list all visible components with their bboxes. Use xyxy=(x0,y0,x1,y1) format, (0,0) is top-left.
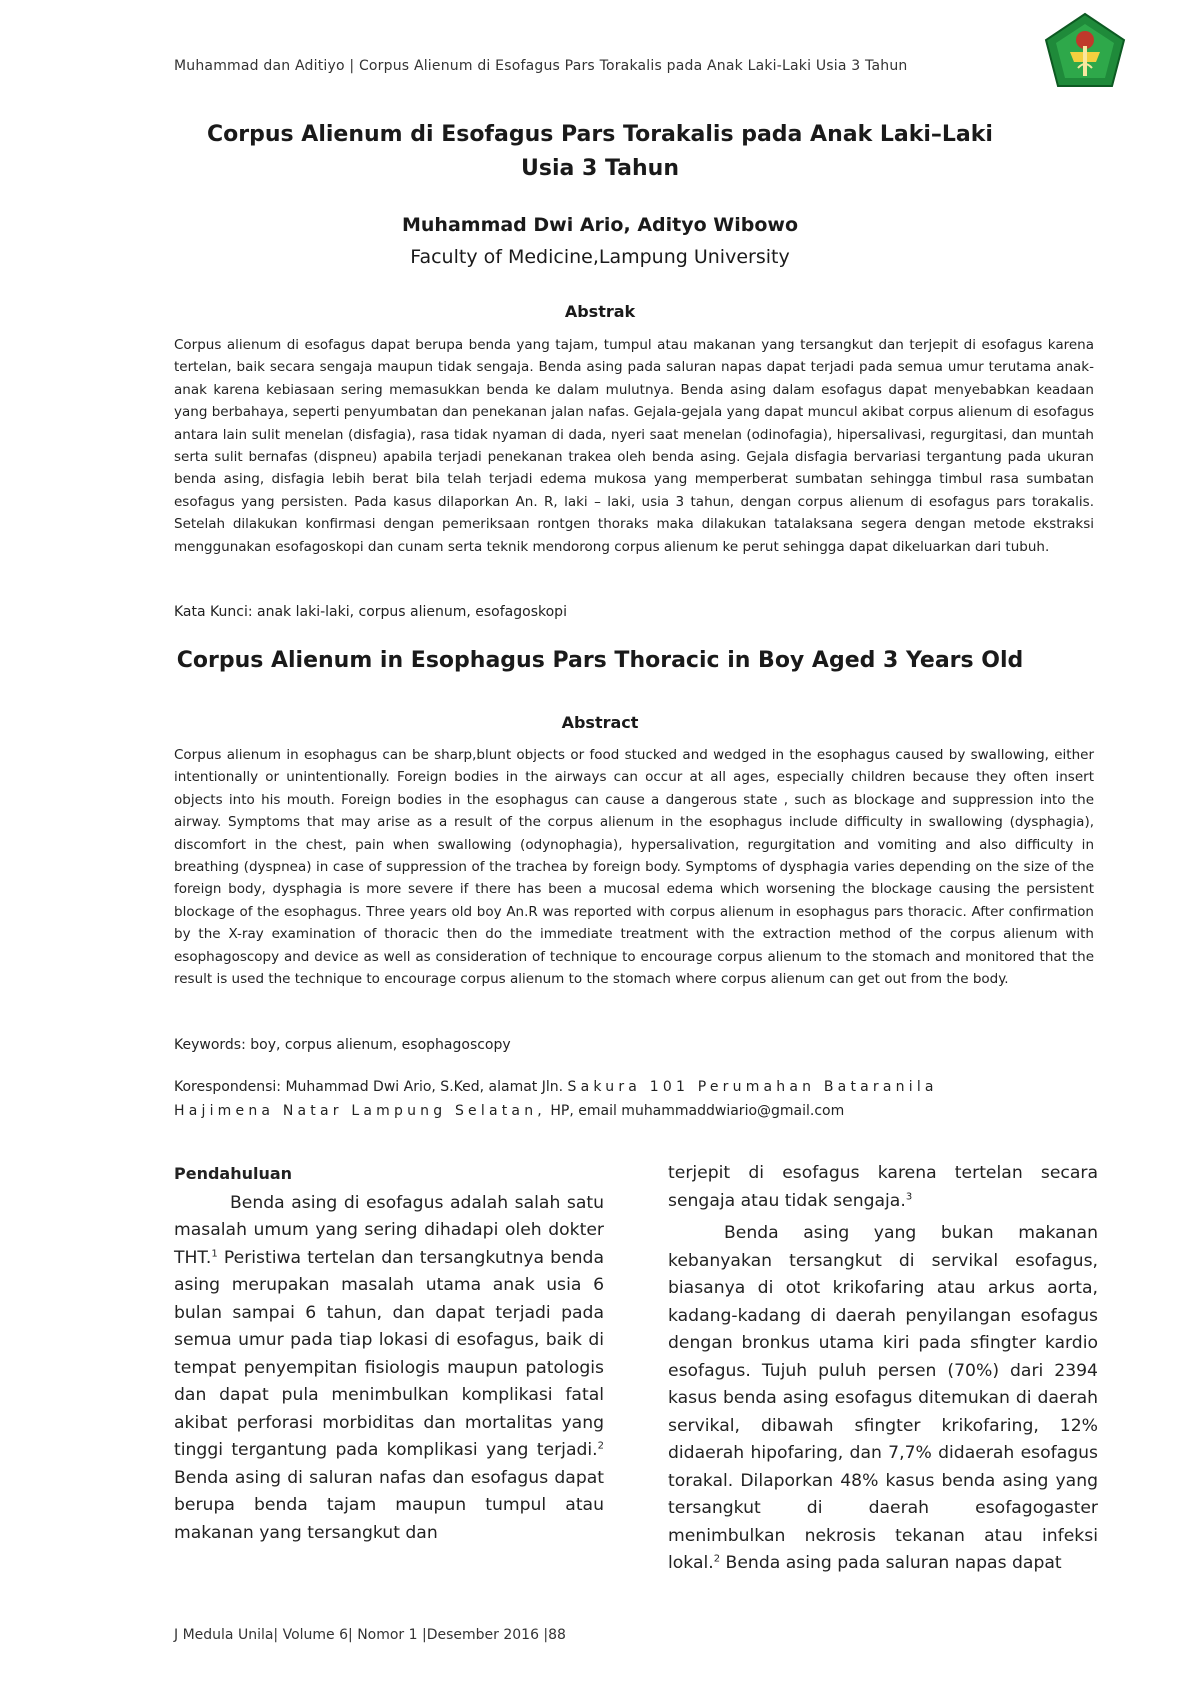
citation-ref: 3 xyxy=(905,1190,913,1202)
section-heading-pendahuluan: Pendahuluan xyxy=(174,1164,293,1183)
intro-text: Benda asing yang bukan makanan kebanyakan tersangkut di servikal esofagus, biasanya di otot krikofaring atau arkus aorta, kadang-kadang di daerah penyilangan esofagus dengan bronkus utama kiri pada sfingter kardio esofagus. Tujuh puluh persen (70%) dari 2394 kasus benda asing esofagus ditemukan di daerah servikal, dibawah sfingter krikofaring, 12% didaerah hipofaring, dan 7,7% didaerah esofagus torakal. Dilaporkan 48% kasus benda asing yang tersangkut di daerah esofagogaster menimbulkan nekrosis tekanan atau infeksi lokal. xyxy=(668,1223,1098,1573)
kata-kunci xyxy=(174,604,1094,620)
intro-text: Benda asing di esofagus adalah salah satu masalah umum yang sering dihadapi oleh dokter THT. xyxy=(174,1192,604,1268)
intro-text: Benda asing di saluran nafas dan esofagus dapat berupa benda tajam maupun tumpul atau makanan yang tersangkut dan xyxy=(174,1467,604,1543)
abstrak-body: Corpus alienum di esofagus dapat berupa benda yang tajam, tumpul atau makanan yang tersangkut dan terjepit di esofagus karena tertelan, baik secara sengaja maupun tidak sengaja. Benda asing pada saluran napas dapat terjadi pada semua umur terutama anak-anak karena kebiasaan sering memasukkan benda ke dalam mulutnya. Benda asing dalam esofagus dapat menyebabkan keadaan yang berbahaya, seperti penyumbatan dan penekanan jalan nafas. Gejala-gejala yang dapat muncul akibat corpus alienum di esofagus antara lain sulit menelan (disfagia), rasa tidak nyaman di dada, nyeri saat menelan (odinofagia), hipersalivasi, regurgitasi, dan muntah serta sulit bernafas (dispneu) apabila terjadi penekanan trakea oleh benda asing. Gejala disfagia bervariasi tergantung pada ukuran benda asing, disfagia lebih berat bila telah terjadi edema mukosa yang memperberat sumbatan sehingga timbul rasa sumbatan esofagus yang persisten. Pada kasus dilaporkan An. R, laki – laki, usia 3 tahun, dengan corpus alienum di esofagus pars torakalis. Setelah dilakukan konfirmasi dengan pemeriksaan rontgen thoraks maka dilakukan tatalaksana segera dengan metode ekstraksi menggunakan esofagoskopi dan cunam serta teknik mendorong corpus alienum ke perut sehingga dapat dikeluarkan dari tubuh. xyxy=(174,337,1094,555)
abstract-body: Corpus alienum in esophagus can be sharp,blunt objects or food stucked and wedged in the esophagus caused by swallowing, either intentionally or unintentionally. Foreign bodies in the airways can occur at all ages, especially children because they often insert objects into his mouth. Foreign bodies in the esophagus can cause a dangerous state , such as blockage and suppression into the airway. Symptoms that may arise as a result of the corpus alienum in the esophagus include difficulty in swallowing (dysphagia), discomfort in the chest, pain when swallowing (odynophagia), hypersalivation, regurgitation and vomiting and also difficulty in breathing (dyspnea) in case of suppression of the trachea by foreign body. Symptoms of dysphagia varies depending on the size of the foreign body, dysphagia is more severe if there has been a mucosal edema which worsening the blockage causing the persistent blockage of the esophagus. Three years old boy An.R was reported with corpus alienum in esophagus pars thoracic. After confirmation by the X-ray examination of thoracic then do the immediate treatment with the extraction method of the corpus alienum with esophagoscopy and device as well as consideration of technique to encourage corpus alienum to the stomach and monitored that the result is used the technique to encourage corpus alienum to the stomach where corpus alienum can get out from the body. xyxy=(174,747,1094,988)
abstrak-heading: Abstrak xyxy=(564,302,636,321)
intro-text: Benda asing pada saluran napas dapat xyxy=(720,1553,1062,1573)
paper-title-indonesian xyxy=(174,118,1026,186)
intro-text: Peristiwa tertelan dan tersangkutnya benda asing merupakan masalah utama anak usia 6 bulan sampai 6 tahun, dan dapat terjadi pada semua umur pada tiap lokasi di esofagus, baik di tempat penyempitan fisiologis maupun patologis dan dapat pula menimbulkan komplikasi fatal akibat perforasi morbiditas dan mortalitas yang tinggi tergantung pada komplikasi yang terjadi. xyxy=(174,1247,604,1460)
affiliation: Faculty of Medicine,Lampung University xyxy=(410,246,790,268)
citation-ref: 1 xyxy=(211,1247,218,1259)
citation-ref: 2 xyxy=(597,1440,604,1452)
keywords xyxy=(174,1037,1094,1053)
journal-footer: J Medula Unila| Volume 6| Nomor 1 |Desember 2016 |88 xyxy=(174,1627,566,1643)
kata-kunci-label: Kata Kunci: xyxy=(174,604,253,620)
correspondence-contact: HP, email muhammaddwiario@gmail.com xyxy=(545,1103,845,1119)
title-line-1: Corpus Alienum di Esofagus Pars Torakalis pada Anak Laki–Laki xyxy=(207,122,993,147)
correspondence-name: Korespondensi: Muhammad Dwi Ario, S.Ked, alamat Jln. xyxy=(174,1079,564,1095)
body-column-right xyxy=(668,1160,1098,1578)
paper-title-english: Corpus Alienum in Esophagus Pars Thoracic in Boy Aged 3 Years Old xyxy=(176,648,1024,673)
correspondence-address-2: Hajimena Natar Lampung Selatan, xyxy=(174,1103,546,1119)
authors: Muhammad Dwi Ario, Adityo Wibowo xyxy=(401,214,799,236)
running-header: Muhammad dan Aditiyo | Corpus Alienum di Esofagus Pars Torakalis pada Anak Laki-Laki Usia 3 Tahun xyxy=(174,58,908,74)
intro-paragraph-1-cont xyxy=(668,1160,1098,1215)
title-line-2: Usia 3 Tahun xyxy=(521,156,679,181)
intro-text: terjepit di esofagus karena tertelan secara sengaja atau tidak sengaja. xyxy=(668,1163,1098,1211)
body-column-left xyxy=(174,1160,604,1547)
correspondence xyxy=(174,1075,1094,1123)
keywords-label: Keywords: xyxy=(174,1037,246,1053)
kata-kunci-value: anak laki-laki, corpus alienum, esofagoskopi xyxy=(252,604,567,620)
correspondence-address-1: Sakura 101 Perumahan Bataranila xyxy=(567,1079,938,1095)
citation-ref: 2 xyxy=(713,1553,721,1565)
intro-paragraph-2 xyxy=(668,1220,1098,1578)
intro-paragraph-1 xyxy=(174,1190,604,1548)
abstract-heading: Abstract xyxy=(561,713,639,732)
university-emblem-logo xyxy=(1040,10,1130,90)
keywords-value: boy, corpus alienum, esophagoscopy xyxy=(245,1037,511,1053)
